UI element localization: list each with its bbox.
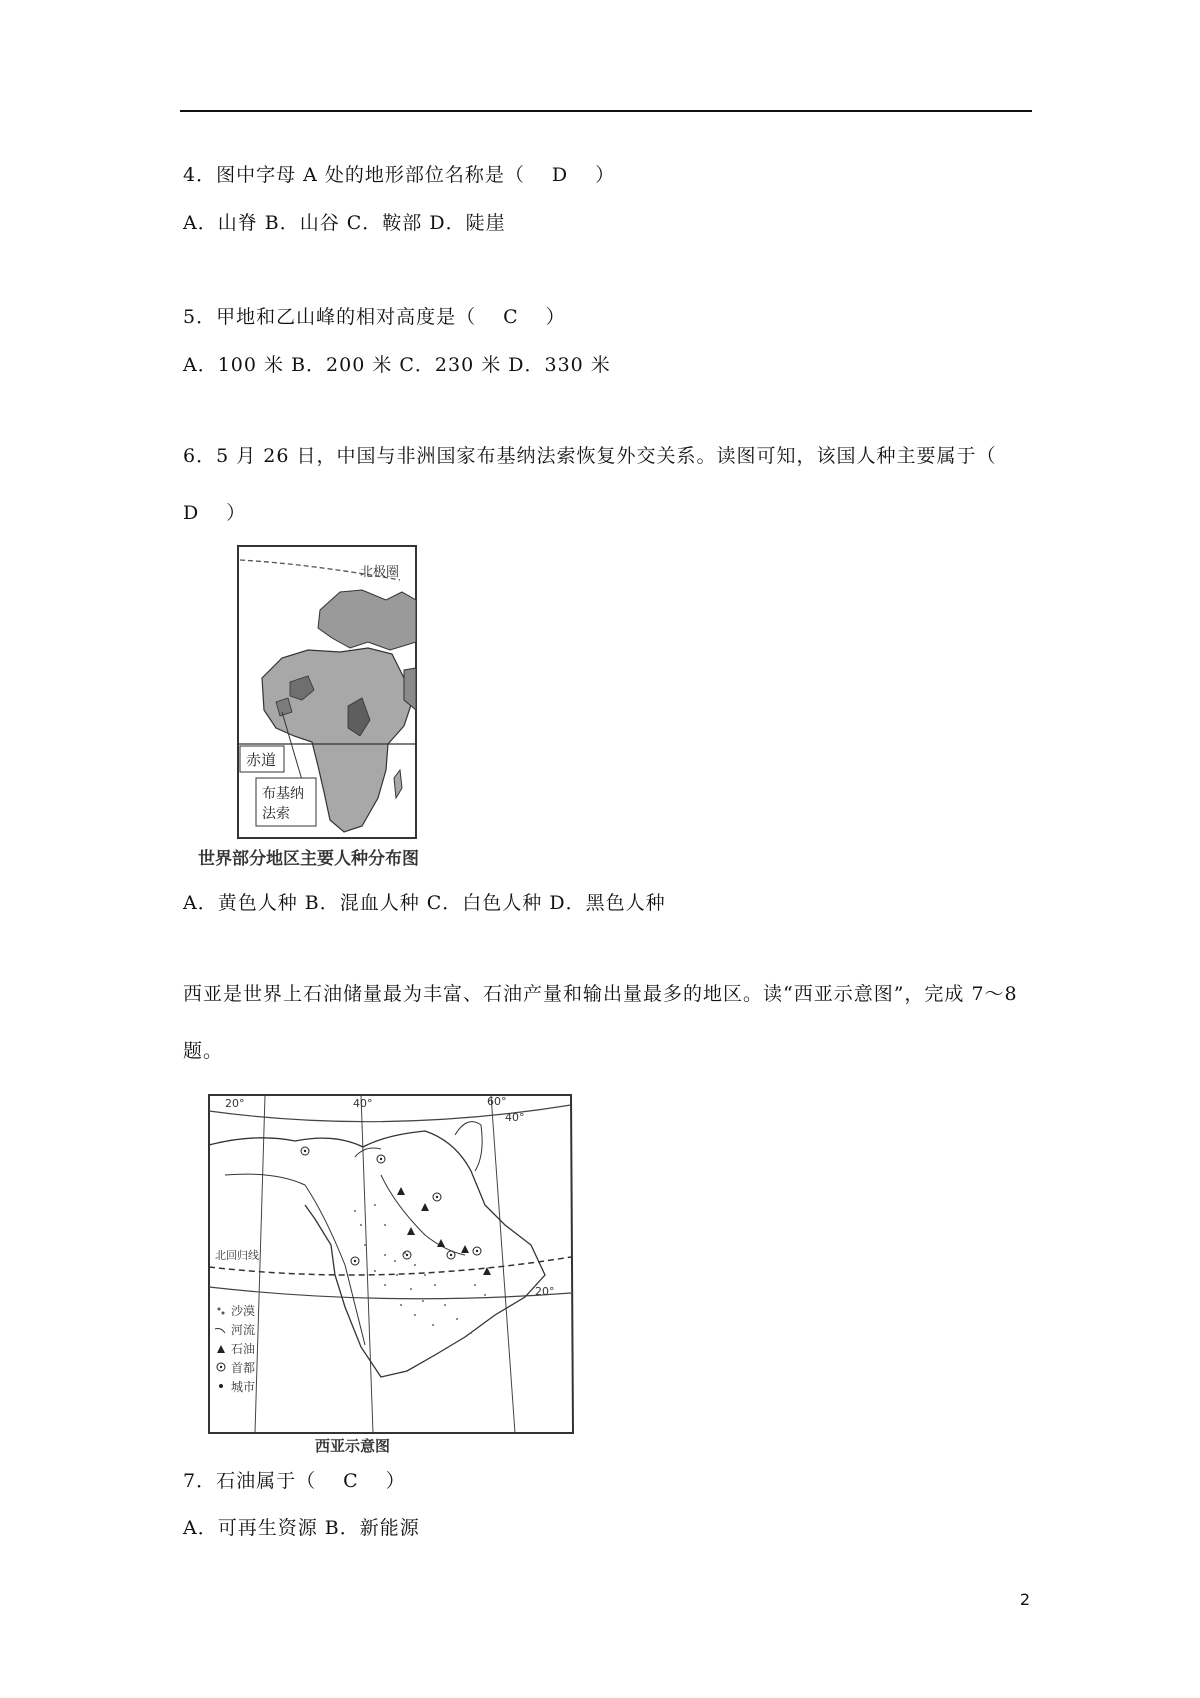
arctic-circle-label: 北极圈 bbox=[360, 565, 400, 580]
legend-oil: 石油 bbox=[231, 1342, 256, 1356]
legend-city: 城市 bbox=[231, 1380, 256, 1394]
question-5-options: A．100 米 B．200 米 C．230 米 D．330 米 bbox=[183, 354, 611, 376]
question-7-options: A．可再生资源 B．新能源 bbox=[183, 1517, 420, 1539]
question-5-stem: 5．甲地和乙山峰的相对高度是（ C ） bbox=[183, 306, 566, 328]
question-6-options: A．黄色人种 B．混血人种 C．白色人种 D．黑色人种 bbox=[183, 892, 666, 914]
question-4-stem: 4．图中字母 A 处的地形部位名称是（ D ） bbox=[183, 164, 616, 186]
race-distribution-map bbox=[190, 530, 430, 870]
lon-60-label: 60° bbox=[487, 1095, 507, 1108]
page-number: 2 bbox=[1019, 1590, 1030, 1609]
tropic-label: 北回归线 bbox=[215, 1249, 259, 1262]
header-rule bbox=[180, 110, 1032, 112]
legend-capital: 首都 bbox=[231, 1361, 256, 1375]
legend-river: 河流 bbox=[231, 1323, 256, 1337]
country-label-line2: 法索 bbox=[262, 806, 290, 822]
west-asia-map bbox=[185, 1075, 585, 1455]
lon-20-label: 20° bbox=[225, 1097, 245, 1110]
west-asia-caption: 西亚示意图 bbox=[315, 1437, 391, 1455]
question-7-stem: 7．石油属于（ C ） bbox=[183, 1470, 406, 1492]
legend-desert: 沙漠 bbox=[231, 1304, 256, 1318]
lon-40-label: 40° bbox=[353, 1097, 373, 1110]
question-4-options: A．山脊 B．山谷 C．鞍部 D．陡崖 bbox=[183, 212, 506, 234]
question-6-stem: 6．5 月 26 日，中国与非洲国家布基纳法索恢复外交关系。读图可知，该国人种主要属于（ D ） bbox=[183, 445, 1024, 524]
map-caption: 世界部分地区主要人种分布图 bbox=[198, 849, 419, 869]
intro-paragraph: 西亚是世界上石油储量最为丰富、石油产量和输出量最多的地区。读“西亚示意图”，完成 7～8 题。 bbox=[183, 983, 1018, 1062]
equator-label: 赤道 bbox=[246, 751, 277, 769]
lat-20-label: 20° bbox=[535, 1285, 555, 1298]
country-label-line1: 布基纳 bbox=[262, 786, 304, 802]
lat-40-label: 40° bbox=[505, 1111, 525, 1124]
